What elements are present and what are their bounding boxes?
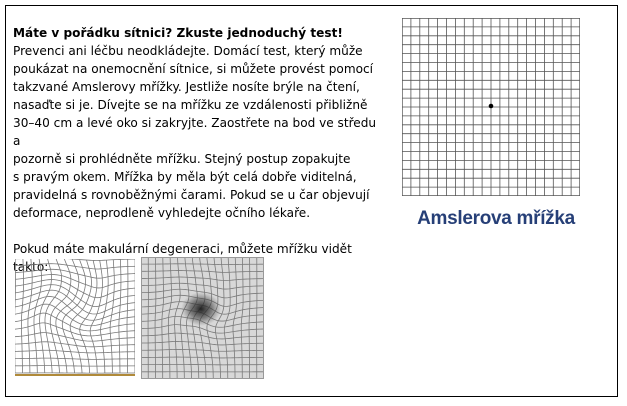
paragraph-line: deformace, neprodleně vyhledejte očního lékaře.	[13, 206, 311, 220]
brand-title: Amslerova mřížka	[417, 208, 575, 229]
paragraph-line: 30–40 cm a levé oko si zakryjte. Zaostřete na bod ve středu a	[13, 116, 377, 148]
caption-line: Pokud máte makulární degeneraci, můžete mřížku vidět	[13, 242, 352, 256]
article-paragraph	[13, 42, 385, 222]
paragraph-line: Prevenci ani léčbu neodkládejte. Domácí test, který může	[13, 44, 363, 58]
article-text	[13, 24, 385, 276]
paragraph-line: pozorně si prohlédněte mřížku. Stejný postup zopakujte	[13, 152, 351, 166]
paragraph-line: s pravým okem. Mřížka by měla být celá dobře viditelná,	[13, 170, 357, 184]
paragraph-line: pravidelná s rovnoběžnými čarami. Pokud se u čar objevují	[13, 188, 370, 202]
caption-line: takto:	[13, 260, 49, 274]
distorted-grid-image	[15, 259, 135, 377]
paragraph-line: nasaďte si je. Dívejte se na mřížku ze vzdálenosti přibližně	[13, 98, 368, 112]
paragraph-line: poukázat na onemocnění sítnice, si můžete provést pomocí	[13, 62, 374, 76]
paragraph-line: takzvané Amslerovy mřížky. Jestliže nosíte brýle na čtení,	[13, 80, 360, 94]
amsler-grid-image	[402, 18, 580, 196]
article-heading: Máte v pořádku sítnici? Zkuste jednoduchý test!	[13, 26, 343, 40]
distorted-grid-scotoma-image	[141, 257, 264, 379]
